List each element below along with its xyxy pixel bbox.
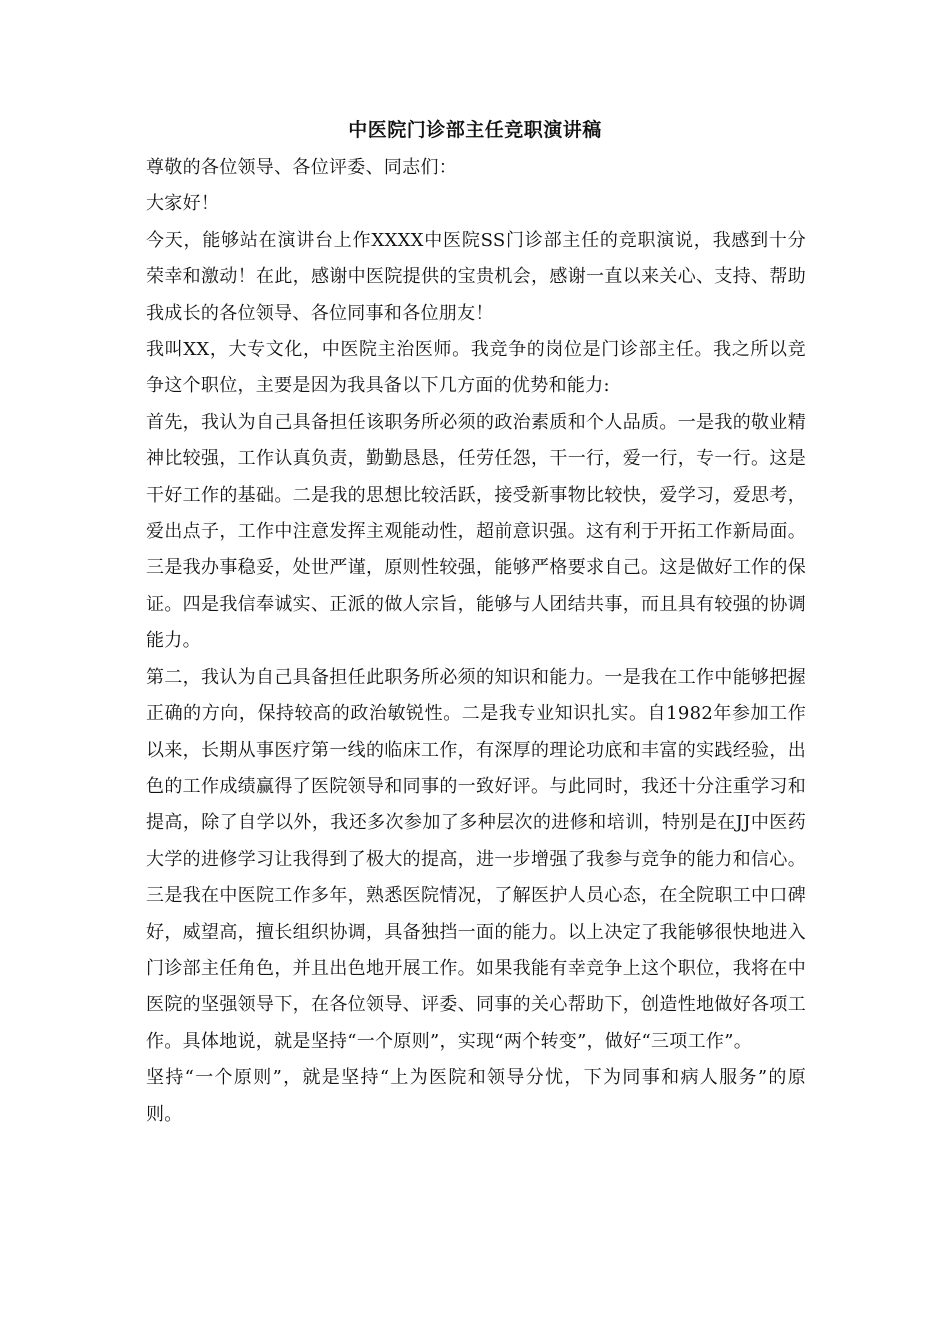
document-title: 中医院门诊部主任竞职演讲稿 — [348, 119, 602, 141]
document-body — [146, 150, 806, 1133]
hello-paragraph: 大家好！ — [146, 193, 220, 215]
second-point-paragraph: 第二，我认为自己具备担任此职务所必须的知识和能力。一是我在工作中能够把握正确的方向，保持较高的政治敏锐性。二是我专业知识扎实。自1982年参加工作以来，长期从事医疗第一线的临床工作，有深厚的理论功底和丰富的实践经验，出色的工作成绩赢得了医院领导和同事的一致好评。与此同时，我还十分注重学习和提高，除了自学以外，我还多次参加了多种层次的进修和培训，特别是在JJ中医药大学的进修学习让我得到了极大的提高，进一步增强了我参与竞争的能力和信心。三是我在中医院工作多年，熟悉医院情况，了解医护人员心态，在全院职工中口碑好，威望高，擅长组织协调，具备独挡一面的能力。以上决定了我能够很快地进入门诊部主任角色，并且出色地开展工作。如果我能有幸竞争上这个职位，我将在中医院的坚强领导下，在各位领导、评委、同事的关心帮助下，创造性地做好各项工作。具体地说，就是坚持“一个原则”，实现“两个转变”，做好“三项工作”。 — [146, 666, 806, 1052]
first-point-paragraph: 首先，我认为自己具备担任该职务所必须的政治素质和个人品质。一是我的敬业精神比较强，工作认真负责，勤勤恳恳，任劳任怨，干一行，爱一行，专一行。这是干好工作的基础。二是我的思想比较活跃，接受新事物比较快，爱学习，爱思考，爱出点子，工作中注意发挥主观能动性，超前意识强。这有利于开拓工作新局面。三是我办事稳妥，处世严谨，原则性较强，能够严格要求自己。这是做好工作的保证。四是我信奉诚实、正派的做人宗旨，能够与人团结共事，而且具有较强的协调能力。 — [146, 411, 806, 652]
intro-paragraph: 今天，能够站在演讲台上作XXXX中医院SS门诊部主任的竞职演说，我感到十分荣幸和激动！在此，感谢中医院提供的宝贵机会，感谢一直以来关心、支持、帮助我成长的各位领导、各位同事和各位朋友！ — [146, 229, 806, 324]
greeting-paragraph: 尊敬的各位领导、各位评委、同志们： — [146, 157, 458, 178]
self-introduction-paragraph: 我叫XX，大专文化，中医院主治医师。我竞争的岗位是门诊部主任。我之所以竞争这个职位，主要是因为我具备以下几方面的优势和能力: — [146, 339, 806, 397]
principle-paragraph: 坚持“一个原则”，就是坚持“上为医院和领导分忧，下为同事和病人服务”的原则。 — [146, 1067, 806, 1125]
